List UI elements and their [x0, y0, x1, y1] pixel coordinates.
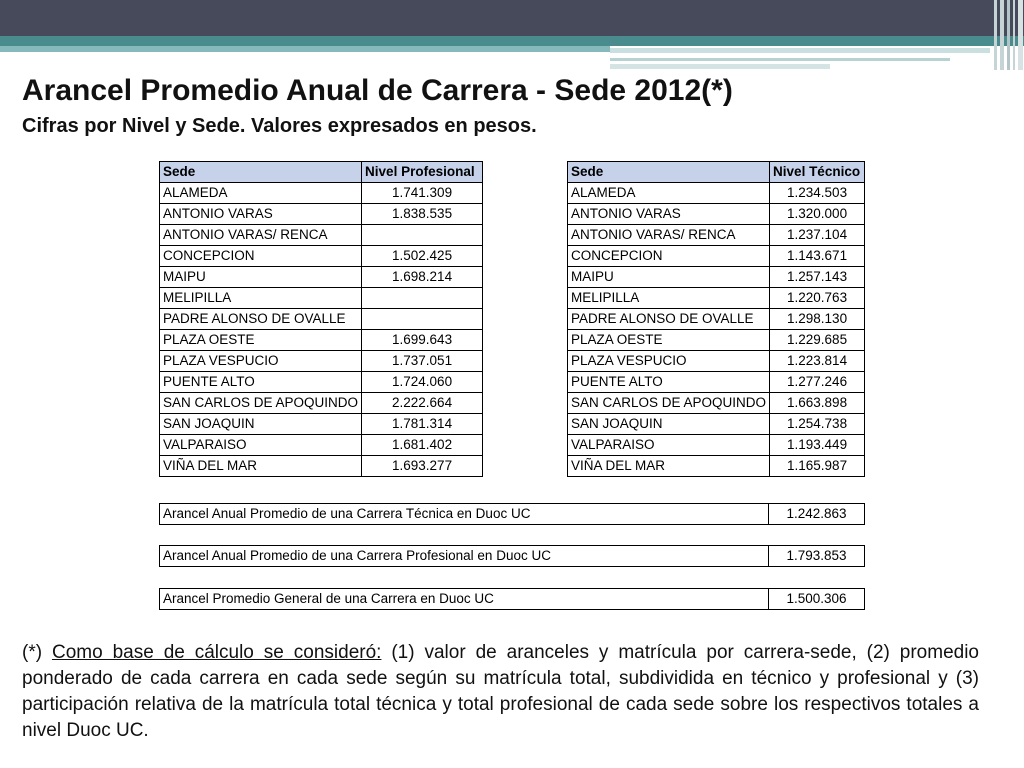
table-row [568, 204, 865, 225]
cell-arancel: 1.320.000 [770, 204, 865, 225]
cell-sede: CONCEPCION [568, 246, 770, 267]
cell-arancel: 1.165.987 [770, 456, 865, 477]
cell-arancel: 1.693.277 [362, 456, 483, 477]
table-row [568, 225, 865, 246]
header-band-teal-light [0, 46, 610, 52]
cell-sede: PADRE ALONSO DE OVALLE [160, 309, 362, 330]
table-row [568, 435, 865, 456]
summary-label: Arancel Anual Promedio de una Carrera Técnica en Duoc UC [160, 504, 769, 525]
column-header-nivel: Nivel Técnico [770, 162, 865, 183]
table-row [160, 351, 483, 372]
cell-sede: SAN CARLOS DE APOQUINDO [160, 393, 362, 414]
cell-arancel: 1.254.738 [770, 414, 865, 435]
table-row [160, 183, 483, 204]
summary-value: 1.242.863 [769, 504, 865, 525]
cell-sede: MELIPILLA [568, 288, 770, 309]
cell-arancel: 1.234.503 [770, 183, 865, 204]
footnote-body: (1) valor de aranceles y matrícula por carrera-sede, (2) promedio ponderado de cada carrera en cada sede según su matrícula total, subdividida en técnico y profesional y (3) participación relativa de la matrícula total técnica y total profesional de cada sede sobre los respectivos totales a nivel Duoc UC. [22, 642, 979, 741]
summary-value: 1.500.306 [769, 589, 865, 610]
table-row [160, 372, 483, 393]
table-header-row [160, 162, 483, 183]
summary-label: Arancel Anual Promedio de una Carrera Profesional en Duoc UC [160, 546, 769, 567]
table-row [160, 435, 483, 456]
page-subtitle: Cifras por Nivel y Sede. Valores expresados en pesos. [22, 115, 537, 137]
header-decor-line [610, 58, 950, 61]
cell-arancel: 1.698.214 [362, 267, 483, 288]
summary-carrera-general [159, 588, 865, 610]
table-row [160, 456, 483, 477]
header-decor-stripe [1018, 0, 1023, 70]
table-row [160, 414, 483, 435]
summary-value: 1.793.853 [769, 546, 865, 567]
summary-carrera-profesional [159, 545, 865, 567]
cell-sede: PUENTE ALTO [160, 372, 362, 393]
cell-sede: SAN JOAQUIN [160, 414, 362, 435]
cell-arancel [362, 309, 483, 330]
table-row [568, 309, 865, 330]
cell-arancel: 1.257.143 [770, 267, 865, 288]
cell-arancel: 1.298.130 [770, 309, 865, 330]
cell-arancel: 1.737.051 [362, 351, 483, 372]
cell-sede: MAIPU [160, 267, 362, 288]
header-band-teal [0, 36, 1024, 46]
table-row [160, 246, 483, 267]
cell-arancel: 1.838.535 [362, 204, 483, 225]
cell-sede: VIÑA DEL MAR [568, 456, 770, 477]
cell-sede: PLAZA OESTE [568, 330, 770, 351]
footnote [22, 640, 979, 744]
header-decor-stripe [1007, 0, 1010, 70]
header-decor-stripe [1000, 0, 1004, 70]
cell-arancel: 1.502.425 [362, 246, 483, 267]
cell-arancel: 1.220.763 [770, 288, 865, 309]
table-row [568, 288, 865, 309]
table-row [568, 393, 865, 414]
table-row [568, 351, 865, 372]
cell-sede: ANTONIO VARAS/ RENCA [160, 225, 362, 246]
table-nivel-tecnico [567, 161, 865, 477]
footnote-basis-label: Como base de cálculo se consideró: [51, 642, 382, 663]
cell-sede: SAN CARLOS DE APOQUINDO [568, 393, 770, 414]
cell-arancel: 1.681.402 [362, 435, 483, 456]
cell-arancel: 1.741.309 [362, 183, 483, 204]
cell-arancel [362, 288, 483, 309]
table-row [568, 246, 865, 267]
table-header-row [568, 162, 865, 183]
cell-arancel: 2.222.664 [362, 393, 483, 414]
cell-sede: MAIPU [568, 267, 770, 288]
table-row [568, 330, 865, 351]
header-decor-stripe [1013, 0, 1015, 70]
cell-arancel: 1.193.449 [770, 435, 865, 456]
table-row [160, 204, 483, 225]
cell-sede: ALAMEDA [568, 183, 770, 204]
column-header-nivel: Nivel Profesional [362, 162, 483, 183]
cell-arancel: 1.781.314 [362, 414, 483, 435]
cell-arancel: 1.229.685 [770, 330, 865, 351]
cell-sede: VIÑA DEL MAR [160, 456, 362, 477]
cell-sede: VALPARAISO [160, 435, 362, 456]
footnote-marker: (*) [22, 642, 43, 663]
table-row [568, 414, 865, 435]
cell-arancel [362, 225, 483, 246]
cell-arancel: 1.663.898 [770, 393, 865, 414]
summary-label: Arancel Promedio General de una Carrera en Duoc UC [160, 589, 769, 610]
cell-arancel: 1.277.246 [770, 372, 865, 393]
cell-sede: CONCEPCION [160, 246, 362, 267]
cell-arancel: 1.143.671 [770, 246, 865, 267]
cell-sede: PADRE ALONSO DE OVALLE [568, 309, 770, 330]
cell-sede: VALPARAISO [568, 435, 770, 456]
table-row [160, 309, 483, 330]
summary-carrera-tecnica [159, 503, 865, 525]
header-decor-line [610, 48, 990, 53]
table-row [160, 267, 483, 288]
table-row [160, 225, 483, 246]
cell-sede: SAN JOAQUIN [568, 414, 770, 435]
column-header-sede: Sede [568, 162, 770, 183]
cell-sede: ANTONIO VARAS [568, 204, 770, 225]
cell-sede: PUENTE ALTO [568, 372, 770, 393]
column-header-sede: Sede [160, 162, 362, 183]
header-decor-stripe [994, 0, 997, 70]
cell-arancel: 1.223.814 [770, 351, 865, 372]
cell-arancel: 1.699.643 [362, 330, 483, 351]
cell-sede: ALAMEDA [160, 183, 362, 204]
cell-sede: PLAZA OESTE [160, 330, 362, 351]
cell-arancel: 1.237.104 [770, 225, 865, 246]
table-row [160, 288, 483, 309]
table-row [568, 372, 865, 393]
header-band-dark [0, 0, 1024, 36]
cell-arancel: 1.724.060 [362, 372, 483, 393]
cell-sede: PLAZA VESPUCIO [568, 351, 770, 372]
header-decor-line [610, 64, 830, 69]
table-nivel-profesional [159, 161, 483, 477]
table-row [160, 330, 483, 351]
table-row [160, 393, 483, 414]
table-row [568, 267, 865, 288]
table-row [568, 456, 865, 477]
page-title: Arancel Promedio Anual de Carrera - Sede 2012(*) [22, 74, 733, 107]
cell-sede: ANTONIO VARAS [160, 204, 362, 225]
cell-sede: MELIPILLA [160, 288, 362, 309]
table-row [568, 183, 865, 204]
cell-sede: PLAZA VESPUCIO [160, 351, 362, 372]
cell-sede: ANTONIO VARAS/ RENCA [568, 225, 770, 246]
